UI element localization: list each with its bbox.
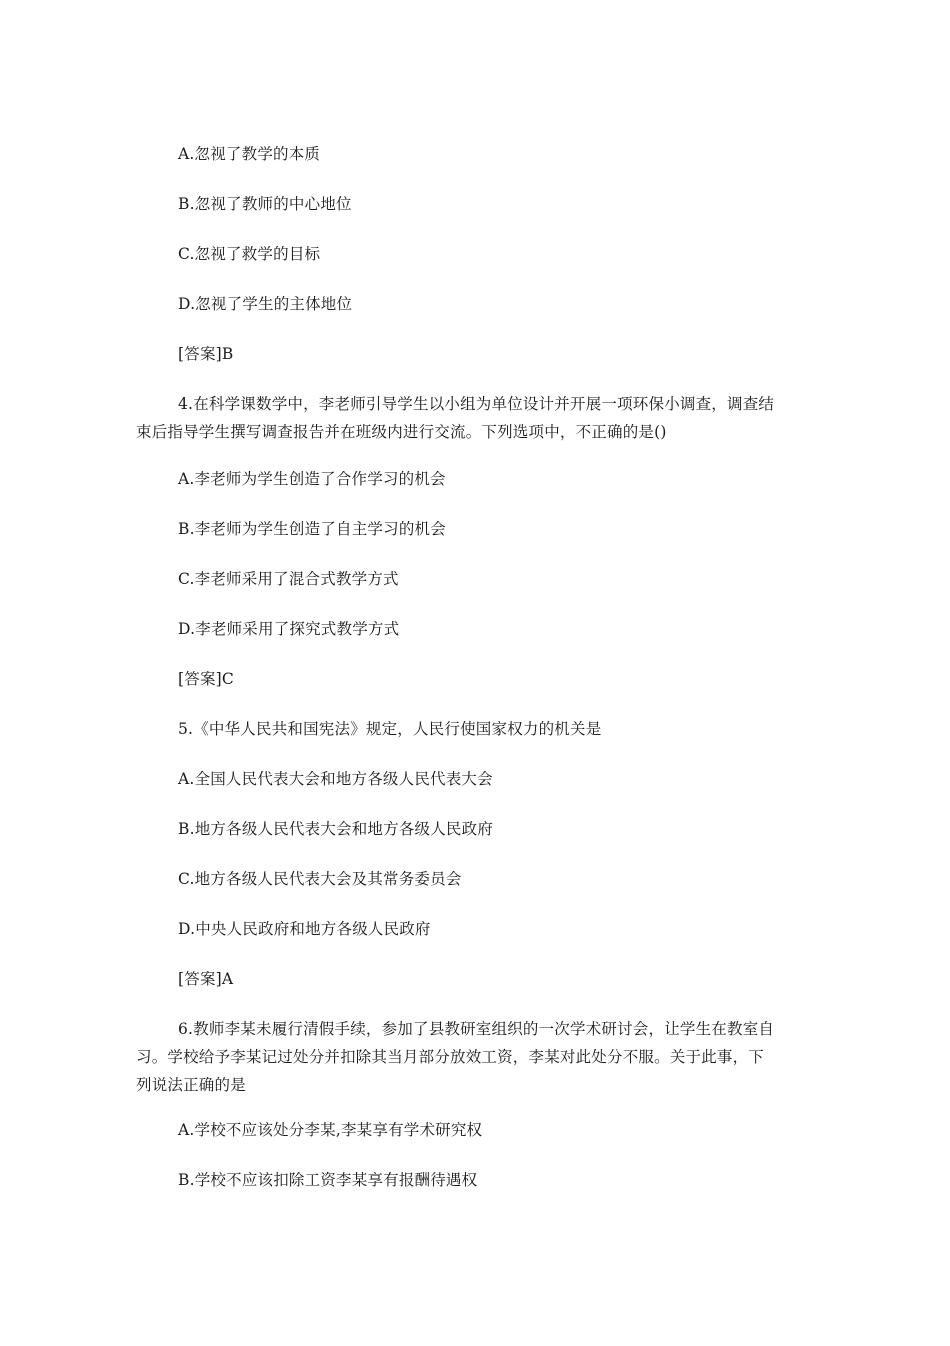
q4-stem-line-2: 束后指导学生撰写调查报告并在班级内进行交流。下列选项中，不正确的是() [136,423,667,441]
q3-option-a: A.忽视了教学的本质 [178,145,321,163]
q4-option-a: A.李老师为学生创造了合作学习的机会 [178,470,446,488]
q6-option-b: B.学校不应该扣除工资李某享有报酬待遇权 [178,1171,478,1189]
q4-option-c: C.李老师采用了混合式教学方式 [178,570,399,588]
q5-stem: 5.《中华人民共和国宪法》规定，人民行使国家权力的机关是 [178,720,602,738]
q4-answer: [答案]C [178,670,234,688]
q5-option-d: D.中央人民政府和地方各级人民政府 [178,920,431,938]
q3-option-c: C.忽视了救学的目标 [178,245,321,263]
q6-option-a: A.学校不应该处分李某,李某享有学术研究权 [178,1121,483,1139]
q5-option-c: C.地方各级人民代表大会及其常务委员会 [178,870,462,888]
q4-stem [136,390,816,446]
q3-option-b: B.忽视了教师的中心地位 [178,195,352,213]
q4-stem-line-1: 4.在科学课数学中，李老师引导学生以小组为单位设计并开展一项环保小调查，调查结 [178,395,775,413]
q4-option-b: B.李老师为学生创造了自主学习的机会 [178,520,446,538]
q3-answer: [答案]B [178,345,234,363]
q4-option-d: D.李老师采用了探究式教学方式 [178,620,400,638]
q3-option-d: D.忽视了学生的主体地位 [178,295,353,313]
q6-stem-line-1: 6.教师李某未履行清假手续，参加了县教研室组织的一次学术研讨会，让学生在教室自 [178,1020,775,1038]
q5-option-a: A.全国人民代表大会和地方各级人民代表大会 [178,770,493,788]
q6-stem-line-2: 习。学校给予李某记过处分并扣除其当月部分放效工资，李某对此处分不服。关于此事，下 [136,1048,765,1066]
q6-stem-line-3: 列说法正确的是 [136,1076,246,1094]
q6-stem [136,1015,816,1099]
q5-answer: [答案]A [178,970,234,988]
q5-option-b: B.地方各级人民代表大会和地方各级人民政府 [178,820,494,838]
